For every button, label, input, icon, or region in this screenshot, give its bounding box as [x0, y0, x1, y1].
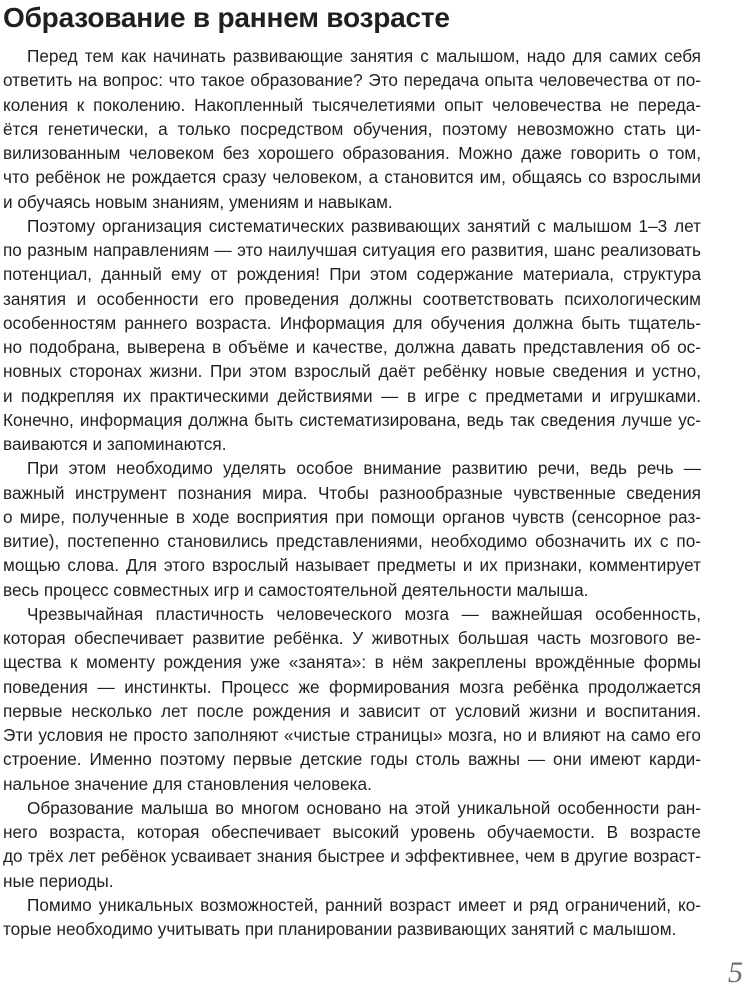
paragraph — [3, 796, 701, 893]
text-line: коления к поколению. Накопленный тысячелетиями опыт человечества не переда- — [3, 94, 701, 115]
paragraph — [3, 602, 701, 796]
text-line: Образование малыша во многом основано на этой уникальной особенности ран- — [27, 797, 701, 818]
paragraph — [3, 456, 701, 602]
body-text — [3, 44, 701, 941]
paragraph — [3, 44, 701, 214]
text-line: ответить на вопрос: что такое образование? Это передача опыта человечества от по- — [3, 70, 701, 91]
text-line: первые несколько лет после рождения и зависит от условий жизни и воспитания. — [3, 700, 701, 721]
text-line: него возраста, которая обеспечивает высокий уровень обучаемости. В возрасте — [3, 822, 701, 842]
text-line: и подкрепляя их практическими действиями — в игре с предметами и игрушками. — [3, 385, 701, 406]
text-line: Перед тем как начинать развивающие занятия с малышом, надо для самих себя — [27, 46, 701, 66]
text-line: новных сторонах жизни. При этом взрослый даёт ребёнку новые сведения и устно, — [3, 361, 701, 382]
text-line: мощью слова. Для этого взрослый называет предметы и их признаки, комментирует — [3, 555, 701, 576]
text-line: важный инструмент познания мира. Чтобы разнообразные чувственные сведения — [3, 482, 701, 503]
text-line: Чрезвычайная пластичность человеческого мозга — важнейшая особенность, — [27, 603, 701, 624]
text-line: ётся генетически, а только посредством обучения, поэтому невозможно стать ци- — [3, 118, 701, 139]
text-line: ваиваются и запоминаются. — [3, 434, 227, 454]
text-line: ные периоды. — [3, 870, 114, 891]
text-line: торые необходимо учитывать при планировании развивающих занятий с малышом. — [3, 919, 677, 939]
text-line: При этом необходимо уделять особое внимание развитию речи, ведь речь — — [27, 458, 701, 479]
text-line: но подобрана, выверена в объёме и качестве, должна давать представления об ос- — [3, 337, 701, 357]
text-line: до трёх лет ребёнок усваивает знания быстрее и эффективнее, чем в другие возраст- — [3, 846, 701, 867]
text-line: вилизованным человеком без хорошего образования. Можно даже говорить о том, — [3, 143, 701, 163]
paragraph — [3, 214, 701, 457]
text-line: о мире, полученные в ходе восприятия при помощи органов чувств (сенсорное раз- — [3, 506, 701, 527]
text-line: и обучаясь новым знаниям, умениям и навыкам. — [3, 191, 393, 212]
text-line: весь процесс совместных игр и самостоятельной деятельности малыша. — [3, 579, 589, 600]
text-line: которая обеспечивает развитие ребёнка. У животных большая часть мозгового ве- — [3, 628, 701, 648]
text-line: Эти условия не просто заполняют «чистые страницы» мозга, но и влияют на само его — [3, 725, 701, 745]
text-line: витие), постепенно становились представлениями, необходимо обозначить их с по- — [3, 531, 701, 551]
text-line: Поэтому организация систематических развивающих занятий с малышом 1–3 лет — [27, 215, 701, 236]
text-line: строение. Именно поэтому первые детские годы столь важны — они имеют карди- — [3, 749, 701, 770]
text-line: поведения — инстинкты. Процесс же формирования мозга ребёнка продолжается — [3, 676, 701, 697]
text-line: Помимо уникальных возможностей, ранний возраст имеет и ряд ограничений, ко- — [27, 894, 701, 915]
text-line: особенностям раннего возраста. Информация для обучения должна быть тщатель- — [3, 312, 701, 333]
text-line: Конечно, информация должна быть систематизирована, ведь так сведения лучше ус- — [3, 409, 701, 430]
text-line: щества к моменту рождения уже «занята»: в нём закреплены врождённые формы — [3, 652, 701, 673]
page-number: 5 — [728, 956, 743, 989]
text-line: по разным направлениям — это наилучшая ситуация его развития, шанс реализовать — [3, 240, 701, 260]
page-title: Образование в раннем возрасте — [3, 2, 450, 33]
text-line: потенциал, данный ему от рождения! При этом содержание материала, структура — [3, 264, 701, 285]
text-line: нальное значение для становления человека. — [3, 773, 372, 794]
paragraph — [3, 893, 701, 942]
text-line: занятия и особенности его проведения должны соответствовать психологическим — [3, 288, 701, 309]
text-line: что ребёнок не рождается сразу человеком, а становится им, общаясь со взрослыми — [3, 167, 701, 188]
